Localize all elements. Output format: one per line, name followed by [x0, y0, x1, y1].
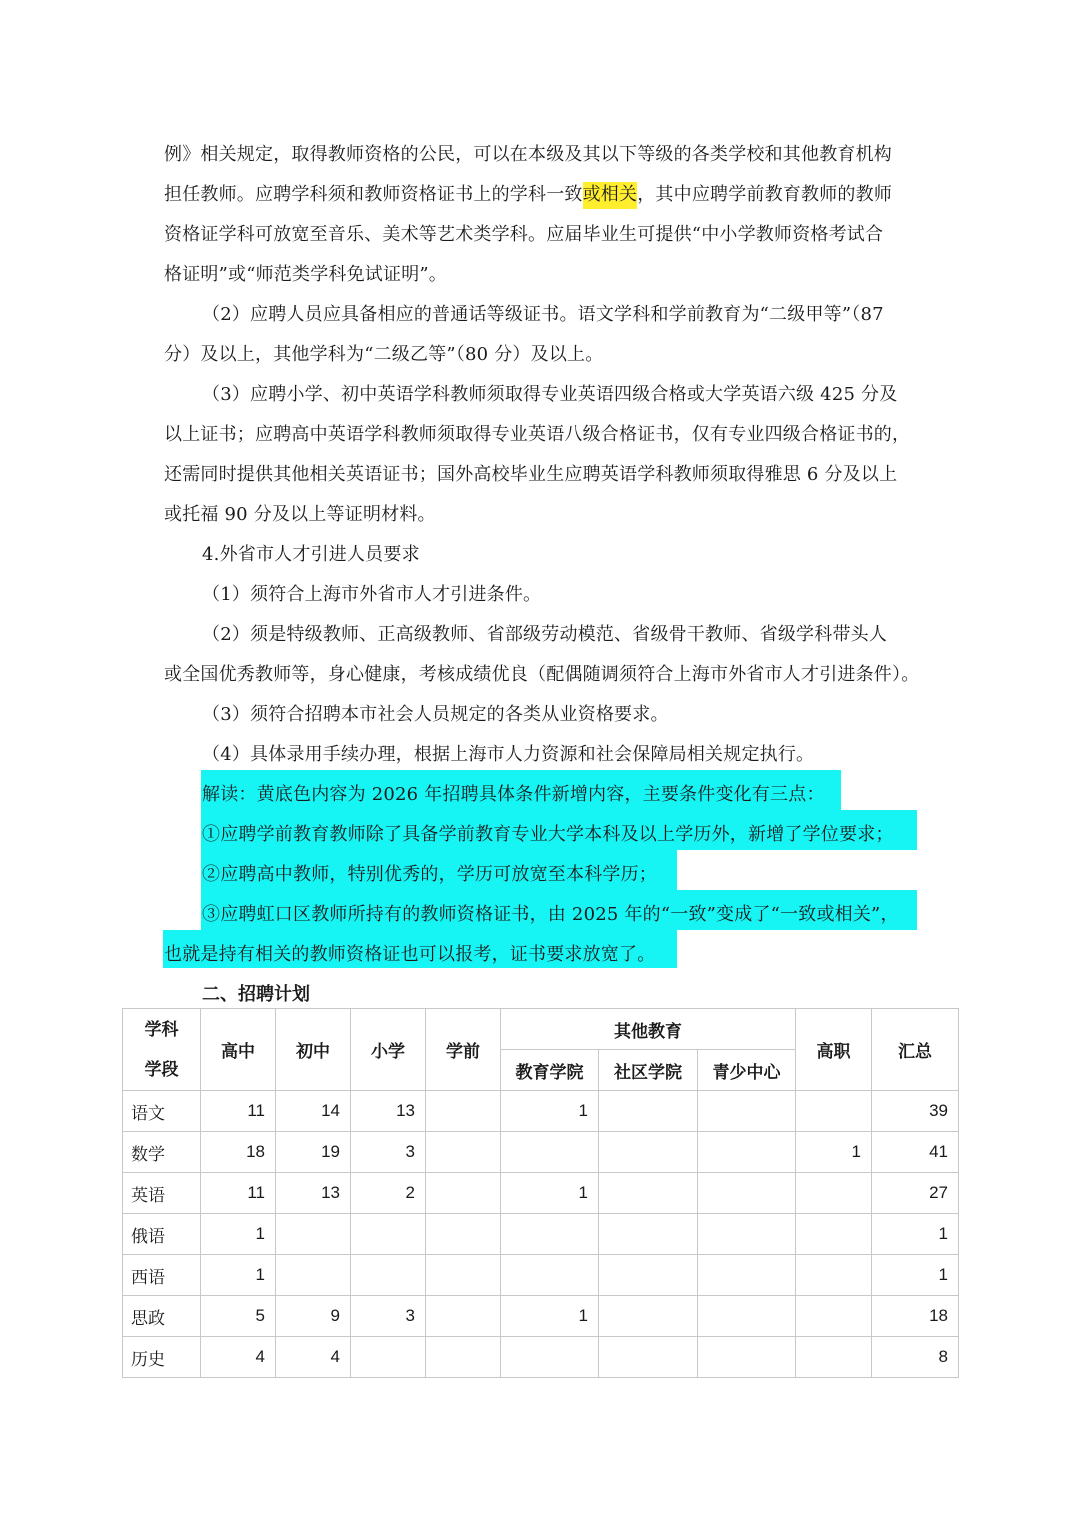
value-cell: [796, 1255, 872, 1296]
value-cell: [501, 1337, 599, 1378]
value-cell: 11: [201, 1173, 276, 1214]
total-cell: 1: [872, 1255, 959, 1296]
value-cell: [426, 1173, 501, 1214]
value-cell: 1: [501, 1296, 599, 1337]
value-cell: [698, 1214, 796, 1255]
value-cell: [599, 1173, 698, 1214]
header-shequ: 社区学院: [599, 1050, 698, 1091]
value-cell: [796, 1173, 872, 1214]
value-cell: [599, 1214, 698, 1255]
value-cell: [426, 1337, 501, 1378]
note-line: ③应聘虹口区教师所持有的教师资格证书，由 2025 年的“一致”变成了“一致或相关”，: [202, 904, 899, 925]
value-cell: [796, 1214, 872, 1255]
value-cell: [698, 1173, 796, 1214]
value-cell: [426, 1296, 501, 1337]
value-cell: 3: [351, 1132, 426, 1173]
value-cell: [698, 1091, 796, 1132]
table-row: [123, 1132, 959, 1173]
header-gaozhi: 高职: [796, 1009, 872, 1091]
recruitment-plan-table: [122, 1008, 959, 1378]
total-cell: 27: [872, 1173, 959, 1214]
value-cell: [276, 1214, 351, 1255]
note-line: 解读：黄底色内容为 2026 年招聘具体条件新增内容，主要条件变化有三点：: [202, 784, 825, 805]
header-qingshao: 青少中心: [698, 1050, 796, 1091]
value-cell: [426, 1214, 501, 1255]
paragraph-line: （1）须符合上海市外省市人才引进条件。: [202, 584, 542, 605]
paragraph-line: （3）应聘小学、初中英语学科教师须取得专业英语四级合格或大学英语六级 425 分及: [202, 384, 898, 405]
corner-top-label: 学科: [144, 1019, 179, 1040]
total-cell: 41: [872, 1132, 959, 1173]
paragraph-line: （3）须符合招聘本市社会人员规定的各类从业资格要求。: [202, 704, 669, 725]
value-cell: [599, 1296, 698, 1337]
section-heading: 二、招聘计划: [202, 984, 310, 1005]
paragraph-line: 还需同时提供其他相关英语证书；国外高校毕业生应聘英语学科教师须取得雅思 6 分及以上: [164, 464, 898, 485]
value-cell: [351, 1255, 426, 1296]
value-cell: 14: [276, 1091, 351, 1132]
value-cell: [698, 1296, 796, 1337]
value-cell: [599, 1091, 698, 1132]
table-row: [123, 1296, 959, 1337]
corner-bottom-label: 学段: [144, 1059, 179, 1080]
value-cell: [501, 1214, 599, 1255]
text-segment: ，其中应聘学前教育教师的教师: [637, 184, 893, 205]
value-cell: [698, 1337, 796, 1378]
value-cell: [426, 1255, 501, 1296]
value-cell: 11: [201, 1091, 276, 1132]
value-cell: 1: [501, 1091, 599, 1132]
value-cell: 1: [501, 1173, 599, 1214]
value-cell: [351, 1337, 426, 1378]
paragraph-line: 或托福 90 分及以上等证明材料。: [164, 504, 436, 525]
subject-cell: 思政: [123, 1296, 201, 1337]
value-cell: 13: [351, 1091, 426, 1132]
value-cell: [351, 1214, 426, 1255]
paragraph-line: 分）及以上，其他学科为“二级乙等”（80 分）及以上。: [164, 344, 604, 365]
paragraph-line: （2）须是特级教师、正高级教师、省部级劳动模范、省级骨干教师、省级学科带头人: [202, 624, 888, 645]
text-segment: 担任教师。应聘学科须和教师资格证书上的学科一致: [164, 184, 583, 205]
value-cell: 19: [276, 1132, 351, 1173]
header-gaozhong: 高中: [201, 1009, 276, 1091]
value-cell: [796, 1091, 872, 1132]
subject-cell: 语文: [123, 1091, 201, 1132]
header-xueqian: 学前: [426, 1009, 501, 1091]
value-cell: [501, 1132, 599, 1173]
header-huizong: 汇总: [872, 1009, 959, 1091]
value-cell: [796, 1337, 872, 1378]
table-row: [123, 1337, 959, 1378]
table-row: [123, 1255, 959, 1296]
header-qita: 其他教育: [501, 1009, 796, 1050]
paragraph-line: （2）应聘人员应具备相应的普通话等级证书。语文学科和学前教育为“二级甲等”（87: [202, 304, 884, 325]
value-cell: 13: [276, 1173, 351, 1214]
value-cell: [698, 1255, 796, 1296]
section-title: 4.外省市人才引进人员要求: [202, 544, 420, 565]
subject-cell: 西语: [123, 1255, 201, 1296]
total-cell: 18: [872, 1296, 959, 1337]
total-cell: 8: [872, 1337, 959, 1378]
note-line: ①应聘学前教育教师除了具备学前教育专业大学本科及以上学历外，新增了学位要求；: [202, 824, 894, 845]
table-row: [123, 1173, 959, 1214]
paragraph-line: 例》相关规定，取得教师资格的公民，可以在本级及其以下等级的各类学校和其他教育机构: [164, 144, 892, 165]
value-cell: [599, 1255, 698, 1296]
value-cell: 4: [276, 1337, 351, 1378]
note-line: 也就是持有相关的教师资格证也可以报考，证书要求放宽了。: [164, 944, 656, 965]
subject-cell: 英语: [123, 1173, 201, 1214]
note-line: ②应聘高中教师，特别优秀的，学历可放宽至本科学历；: [202, 864, 657, 885]
value-cell: 18: [201, 1132, 276, 1173]
value-cell: [501, 1255, 599, 1296]
paragraph-line: [164, 181, 924, 209]
value-cell: 4: [201, 1337, 276, 1378]
value-cell: 5: [201, 1296, 276, 1337]
total-cell: 39: [872, 1091, 959, 1132]
paragraph-line: 格证明”或“师范类学科免试证明”。: [164, 264, 448, 285]
table-row: [123, 1214, 959, 1255]
value-cell: [599, 1132, 698, 1173]
value-cell: 1: [201, 1214, 276, 1255]
table-row: [123, 1091, 959, 1132]
value-cell: [276, 1255, 351, 1296]
value-cell: [426, 1091, 501, 1132]
value-cell: 3: [351, 1296, 426, 1337]
value-cell: 1: [796, 1132, 872, 1173]
subject-cell: 数学: [123, 1132, 201, 1173]
value-cell: [796, 1296, 872, 1337]
value-cell: 9: [276, 1296, 351, 1337]
value-cell: 1: [201, 1255, 276, 1296]
subject-cell: 历史: [123, 1337, 201, 1378]
paragraph-line: 以上证书；应聘高中英语学科教师须取得专业英语八级合格证书，仅有专业四级合格证书的，: [164, 424, 911, 445]
paragraph-line: 资格证学科可放宽至音乐、美术等艺术类学科。应届毕业生可提供“中小学教师资格考试合: [164, 224, 884, 245]
header-jiaoyu: 教育学院: [501, 1050, 599, 1091]
value-cell: [599, 1337, 698, 1378]
value-cell: 2: [351, 1173, 426, 1214]
paragraph-line: （4）具体录用手续办理，根据上海市人力资源和社会保障局相关规定执行。: [202, 744, 815, 765]
value-cell: [426, 1132, 501, 1173]
total-cell: 1: [872, 1214, 959, 1255]
header-xiaoxue: 小学: [351, 1009, 426, 1091]
paragraph-line: 或全国优秀教师等，身心健康，考核成绩优良（配偶随调须符合上海市外省市人才引进条件）。: [164, 664, 920, 685]
header-chuzhong: 初中: [276, 1009, 351, 1091]
value-cell: [698, 1132, 796, 1173]
corner-header: [123, 1009, 201, 1091]
yellow-highlight: 或相关: [583, 182, 638, 209]
subject-cell: 俄语: [123, 1214, 201, 1255]
